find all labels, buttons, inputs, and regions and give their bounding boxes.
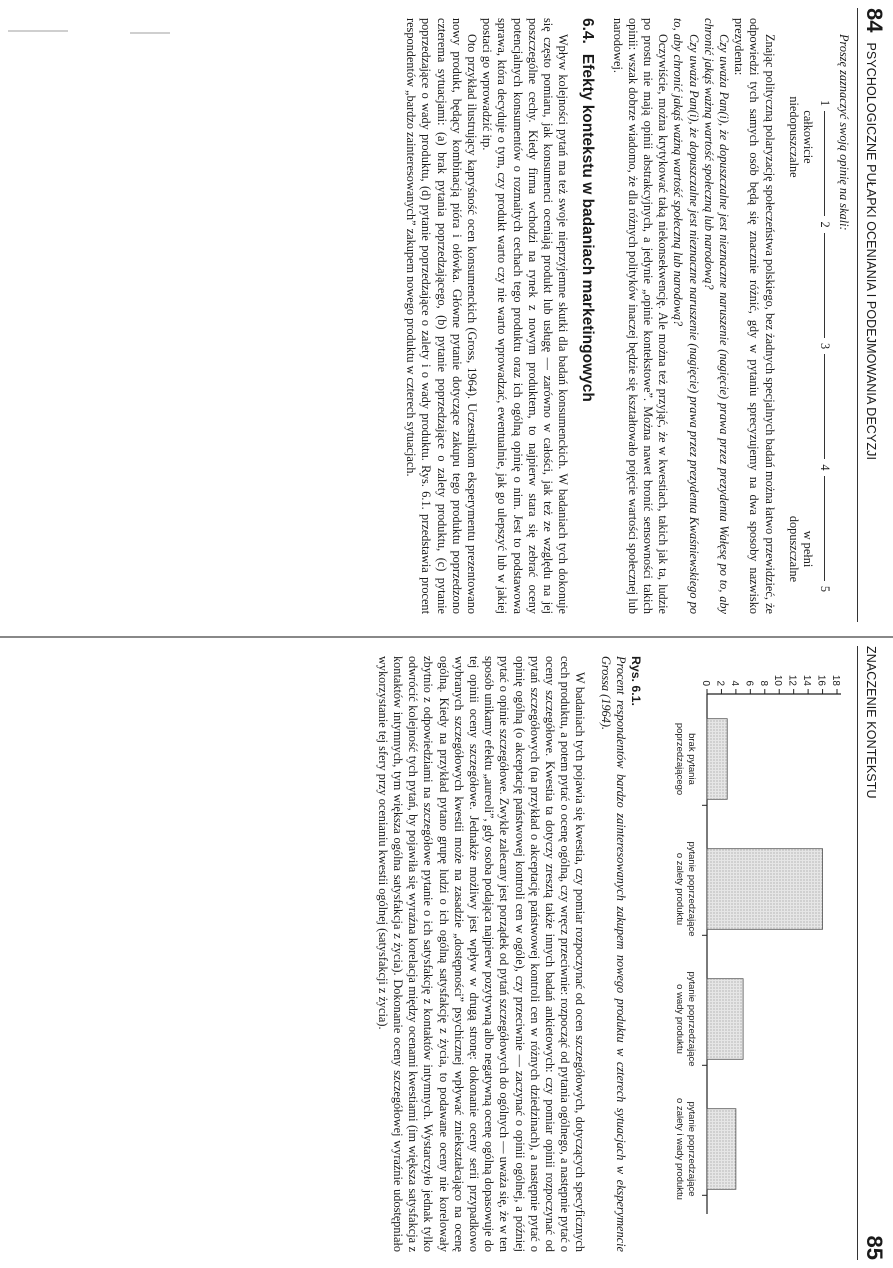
scale-number: 3 — [817, 342, 832, 350]
y-tick-label: 4 — [728, 680, 740, 686]
y-tick-label: 8 — [757, 680, 769, 686]
section-heading — [580, 18, 595, 614]
page-number: 84 — [862, 8, 887, 33]
bar — [707, 849, 823, 930]
scale-number: 2 — [817, 221, 832, 228]
scale-dash — [824, 354, 825, 459]
figure-label: Rys. 6.1. — [629, 656, 643, 706]
paragraph: W badaniach tych pojawia się kwestia, czy pomiar rozpoczynać od ocen szczegółowych, dotyczących specyficznych cech produktu, a potem pytać o ocenę ogólną, czy wręcz przeciwnie: rozpocząć od pytania ogólnego, a następnie pytać o oceny szczegółowe. Kwestia ta dotyczy zresztą także innych badań ankietowych: czy pomiar opinii rozpoczynać od pytań szczegółowych (na przykład o akceptację państwowej kontroli cen w różnych dziedzinach), a następnie pytać o opinię ogólną (o akceptację państwowej kontroli cen w ogóle), czy przeciwnie — zaczynać o opinii ogólnej, a później pytać o opinie szczegółowe. Zwykle zalecany jest porządek od pytań szczegółowych do ogólnych — uważa się, że w ten sposób unikamy efektu „aureoli”, gdy osoba podająca najpierw pozytywną albo negatywną ocenę ogólną dopasowuje do tej opinii oceny szczegółowe. Jednakże możliwy jest wpływ w drugą stronę: dokonanie oceny serii przypadkowo wybranych szczegółowych kwestii może na zasadzie „dostępności” psychicznej wpływać zniekształcająco na ocenę ogólną. Kiedy na przykład pytano grupę ludzi o ich ogólną satysfakcję z życia, to podawane oceny nie korelowały zbytnio z odpowiedziami na szczegółowe pytanie o ich satysfakcję z kontaktów intymnych. Wystarczyło jednak tylko odwrócić kolejność tych pytań, by pojawiła się wyraźna korelacja między ocenami kwestiami (im większa satysfakcja z kontaktów intymnych, tym większa ogólna satysfakcja z życia). Dokonanie oceny szczegółowej wyraźnie udostępniało wykorzystanie tej sfery przy ocenianiu kwestii ogólnej (satysfakcji z życia). — [375, 656, 588, 1252]
y-tick-label: 12 — [786, 674, 798, 686]
section-title: Efekty kontekstu w badaniach marketingowych — [579, 53, 597, 402]
running-title: ZNACZENIE KONTEKSTU — [864, 646, 878, 799]
x-tick-label: pytanie poprzedzająceo zalety i wady produktu — [674, 1098, 697, 1200]
y-tick-label: 0 — [700, 680, 711, 686]
y-tick-label: 2 — [714, 680, 726, 686]
figure-caption: Procent respondentów bardzo zainteresowanych zakupem nowego produktu w czterech sytuacjach w eksperymencie Grossa (1964). — [598, 656, 628, 1252]
figure-caption-block — [597, 656, 643, 1252]
rating-scale — [817, 98, 832, 594]
bar — [707, 979, 743, 1060]
question-walesa: Czy uważa Pan(i), że dopuszczalne jest nieznaczne naruszenie (nagięcie) prawa przez prezydenta Wałęsę po to, aby chronić jakąś ważną wartość społeczną lub narodową? — [701, 18, 731, 614]
paragraph: Znając polityczną polaryzację społeczeństwa polskiego, bez żadnych specjalnych badań można łatwo przewidzieć, że odpowiedzi tych samych osób będą się znacznie różnić, gdy w pytaniu sprecyzujemy na dwa sposoby nazwisko prezydenta: — [732, 18, 777, 614]
y-tick-label: 10 — [772, 674, 784, 686]
y-tick-label: 14 — [801, 674, 813, 686]
paragraph: Oczywiście, można krytykować taką niekonsekwencję. Ale można też przyjąć, że w kwestiach, takich jak ta, ludzie po prostu nie mają opinii abstrakcyjnych, a jedynie „opinie kontekstowe”. Można nawet bronić sensowności takich opinii: wszak dobrze wiadomo, że dla różnych polityków inaczej będzie się kształtowało pojęcie wartości społecznej lub narodowej. — [610, 18, 671, 614]
bar — [707, 719, 727, 800]
bar — [707, 1109, 736, 1190]
x-tick-label: pytanie poprzedzająceo wady produktu — [674, 971, 697, 1067]
scale-left-label: całkowicie niedopuszczalne — [786, 96, 815, 178]
scale-dash — [824, 111, 825, 216]
scale-prompt: Proszę zaznaczyć swoją opinię na skali: — [837, 34, 851, 231]
page-number: 85 — [862, 1235, 887, 1260]
page-85 — [0, 638, 893, 1268]
scale-number: 1 — [817, 100, 832, 107]
running-head — [857, 8, 887, 622]
bar-chart — [647, 660, 847, 1220]
question-kwasniewski: Czy uważa Pan(i), że dopuszczalne jest nieznaczne naruszenie (nagięcie) prawa przez prezydenta Kwaśniewskiego po to, aby chronić jakąś ważną wartość społeczną lub narodową? — [671, 18, 701, 614]
running-title: PSYCHOLOGICZNE PUŁAPKI OCENIANIA I PODEJMOWANIA DECYZJI — [864, 42, 878, 461]
running-head — [857, 646, 887, 1260]
page-84 — [0, 0, 893, 630]
scale-dash — [824, 233, 825, 338]
page-84-body — [7, 18, 853, 614]
page-85-body — [7, 656, 853, 1252]
scale-number: 5 — [817, 585, 832, 593]
scale-labels — [787, 82, 815, 594]
y-tick-label: 16 — [815, 674, 827, 686]
x-tick-label: pytanie poprzedzająceo zalety produktu — [674, 841, 697, 937]
scale-dash — [824, 476, 825, 581]
y-tick-label: 18 — [830, 674, 841, 686]
bar-chart-svg — [647, 660, 847, 1220]
y-tick-label: 6 — [743, 680, 755, 686]
paragraph: Oto przykład ilustrujący kapryśność ocen konsumenckich (Gross, 1964). Uczestnikom eksperymentu prezentowano nowy produkt, będący kombinacją pióra i ołówka. Główne pytanie dotyczące zakupu tego produktu poprzedzono czterema sytuacjami: (a) brak pytania poprzedzającego, (b) pytanie poprzedzające o zalety produktu, (c) pytanie poprzedzające o wady produktu, (d) pytanie poprzedzające o zalety i o wady produktu. Rys. 6.1. przedstawia procent respondentów „bardzo zainteresowanych” zakupem nowego produktu w czterech sytuacjach. — [404, 18, 479, 614]
scale-right-label: w pełni dopuszczalne — [786, 515, 815, 583]
paragraph: Wpływ kolejności pytań ma też swoje nieprzyjemne skutki dla badań konsumenckich. W badaniach tych dokonuje się często pomiaru, jak konsumenci oceniają produkt lub usługę — zarówno w całości, jak też ze względu na jej poszczególne cechy. Kiedy firma wchodzi na rynek z nowym produktem, to najpierw stara się zebrać oceny potencjalnych konsumentów o rozmaitych cechach tego produktu oraz ich ogólną opinię o nim. Jest to podstawowa sprawa, która decyduje o tym, czy produkt warto czy nie warto wprowadzać, ewentualnie, jak go ulepszyć lub w jakiej postaci go wprowadzić itp. — [480, 18, 571, 614]
scale-number: 4 — [817, 464, 832, 471]
x-tick-label: brak pytaniapoprzedzającego — [674, 722, 697, 796]
section-number: 6.4. — [579, 18, 597, 44]
